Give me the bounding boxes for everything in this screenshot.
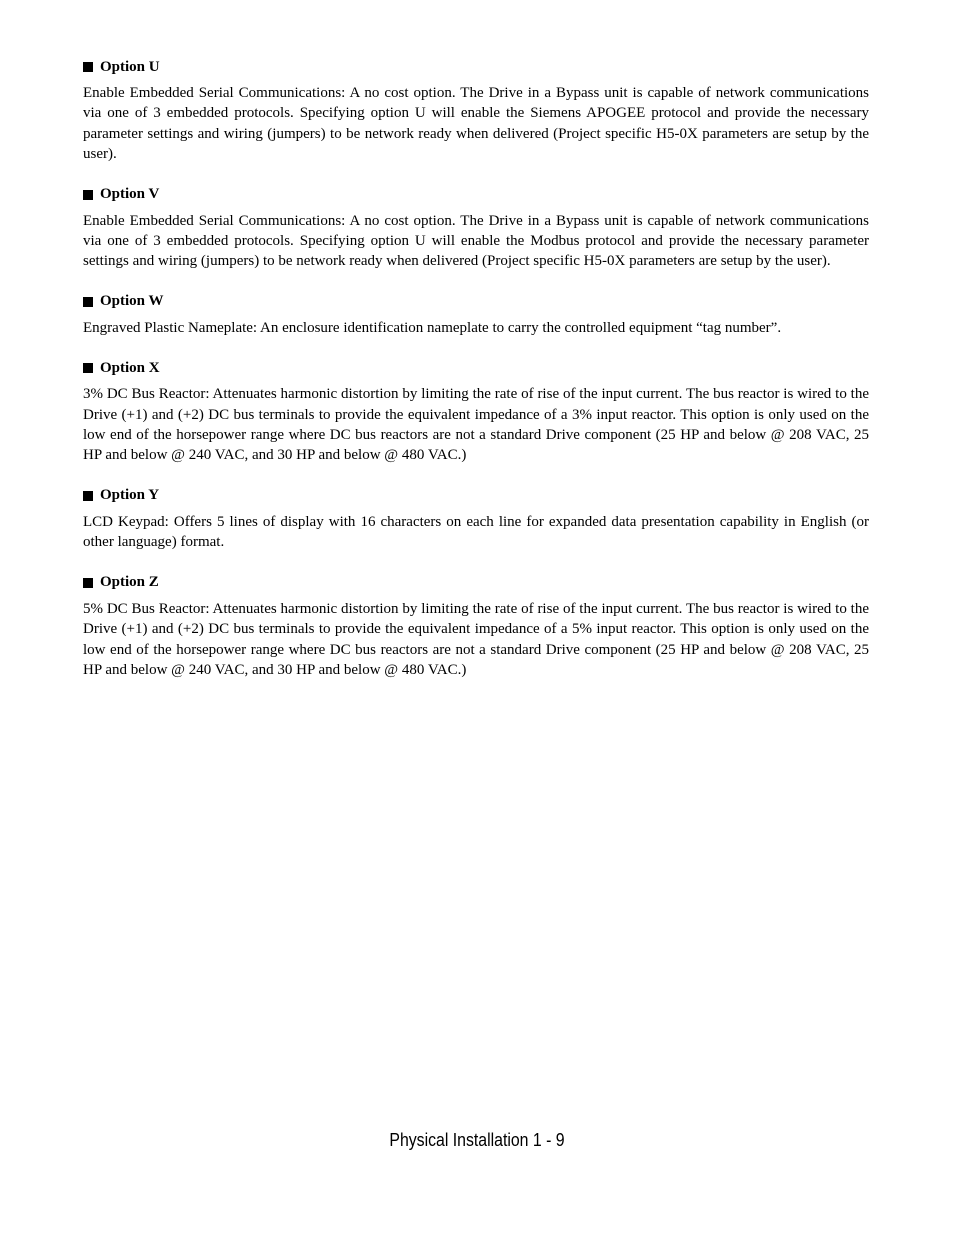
black-square-bullet-icon (83, 190, 93, 200)
section-option-w (83, 291, 869, 338)
section-heading-label: Option Z (100, 574, 159, 591)
section-heading (83, 357, 869, 379)
section-body: 3% DC Bus Reactor: Attenuates harmonic distortion by limiting the rate of rise of the input current. The bus reactor is wired to the Drive (+1) and (+2) DC bus terminals to provide the equivalent impedance of a 3% input reactor. This option is only used on the low end of the horsepower range where DC bus reactors are not a standard Drive component (25 HP and below @ 208 VAC, 25 HP and below @ 240 VAC, and 30 HP and below @ 480 VAC.) (83, 386, 869, 464)
section-body: LCD Keypad: Offers 5 lines of display with 16 characters on each line for expanded data presentation capability in English (or other language) format. (83, 513, 869, 551)
section-heading (83, 291, 869, 313)
section-option-u (83, 56, 869, 165)
section-body: Enable Embedded Serial Communications: A no cost option. The Drive in a Bypass unit is capable of network communications via one of 3 embedded protocols. Specifying option U will enable the Siemens APOGEE protocol and provide the necessary parameter settings and wiring (jumpers) to be network ready when delivered (Project specific H5-0X parameters are setup by the user). (83, 85, 869, 163)
section-option-y (83, 485, 869, 553)
section-heading-label: Option U (100, 58, 160, 75)
section-body: Engraved Plastic Nameplate: An enclosure identification nameplate to carry the controlled equipment “tag number”. (83, 319, 782, 336)
section-option-z (83, 572, 869, 681)
section-option-v (83, 184, 869, 272)
black-square-bullet-icon (83, 491, 93, 501)
section-option-x (83, 357, 869, 466)
section-heading (83, 56, 869, 78)
section-heading-label: Option Y (100, 487, 160, 504)
page-footer: Physical Installation 1 - 9 (389, 1130, 565, 1150)
page-content (83, 56, 869, 699)
section-body: Enable Embedded Serial Communications: A no cost option. The Drive in a Bypass unit is capable of network communications via one of 3 embedded protocols. Specifying option U will enable the Modbus protocol and provide the necessary parameter settings and wiring (jumpers) to be network ready when delivered (Project specific H5-0X parameters are setup by the user). (83, 212, 869, 270)
section-heading-label: Option W (100, 293, 164, 310)
black-square-bullet-icon (83, 578, 93, 588)
section-heading (83, 485, 869, 507)
section-heading-label: Option X (100, 359, 160, 376)
section-body: 5% DC Bus Reactor: Attenuates harmonic distortion by limiting the rate of rise of the input current. The bus reactor is wired to the Drive (+1) and (+2) DC bus terminals to provide the equivalent impedance of a 5% input reactor. This option is only used on the low end of the horsepower range where DC bus reactors are not a standard Drive component (25 HP and below @ 208 VAC, 25 HP and below @ 240 VAC, and 30 HP and below @ 480 VAC.) (83, 600, 869, 678)
black-square-bullet-icon (83, 62, 93, 72)
section-heading (83, 572, 869, 594)
section-heading-label: Option V (100, 186, 160, 203)
black-square-bullet-icon (83, 363, 93, 373)
black-square-bullet-icon (83, 297, 93, 307)
section-heading (83, 184, 869, 206)
